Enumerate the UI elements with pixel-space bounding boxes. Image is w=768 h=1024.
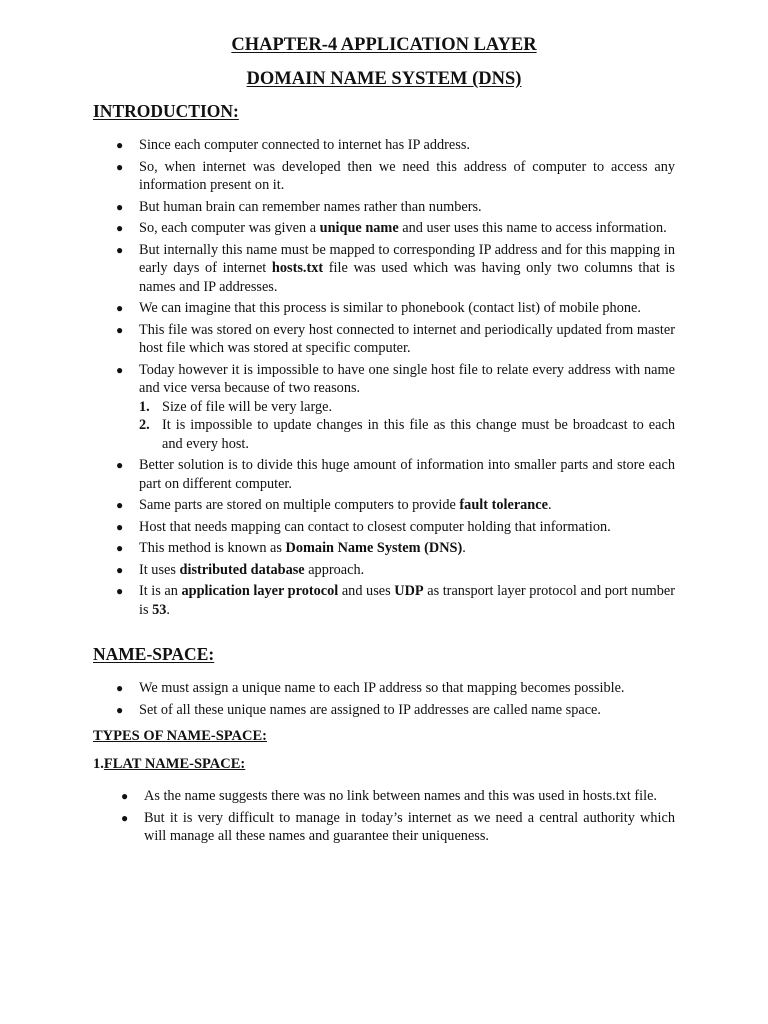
list-item: ● Since each computer connected to internet has IP address. [116, 137, 470, 153]
bullet-icon: ● [116, 562, 124, 577]
bullet-icon: ● [116, 301, 124, 315]
bullet-icon: ● [116, 541, 124, 555]
bullet-icon: ● [116, 199, 124, 214]
bullet-icon: ● [121, 789, 129, 803]
list-item: ● So, each computer was given a unique name and user uses this name to access information. [116, 220, 667, 236]
list-item: ● But internally this name must be mapped to corresponding IP address and for this mapping in early days of internet hosts.txt file was used which was having only two columns that is names and IP addresses. [116, 241, 675, 295]
list-item: ● This method is known as Domain Name System (DNS). [116, 540, 466, 556]
chapter-title: CHAPTER-4 APPLICATION LAYER [231, 35, 537, 55]
bullet-icon: ● [116, 702, 124, 717]
flat-name-space-heading [93, 756, 245, 773]
list-item: ● As the name suggests there was no link between names and this was used in hosts.txt file. [121, 788, 658, 804]
list-item: ● Host that needs mapping can contact to closest computer holding that information. [116, 518, 611, 535]
bullet-icon: ● [116, 519, 124, 534]
list-item: ● Today however it is impossible to have one single host file to relate every address with name and vice versa because of two reasons. 1. Size of file will be very large. 2. It is impossible to update changes in this file as this change must be broadcast to each and every host. [116, 361, 675, 452]
list-item: ● So, when internet was developed then we need this address of computer to access any information present on it. [116, 158, 675, 193]
bullet-icon: ● [121, 810, 129, 825]
bullet-icon: ● [116, 221, 124, 235]
bullet-icon: ● [116, 584, 124, 598]
list-item: ● It is an application layer protocol and uses UDP as transport layer protocol and port number is 53. [116, 583, 675, 618]
bullet-icon: ● [116, 159, 124, 174]
introduction-list [0, 136, 768, 622]
flat-name-space-number: 1. [93, 756, 104, 772]
reason-item: 2. It is impossible to update changes in this file as this change must be broadcast to each and every host. [139, 417, 675, 452]
bullet-icon: ● [116, 242, 124, 257]
name-space-list [0, 679, 768, 722]
bullet-icon: ● [116, 681, 124, 695]
flat-name-space-title: FLAT NAME-SPACE: [103, 756, 246, 772]
reason-item: 1. Size of file will be very large. [139, 398, 333, 415]
bullet-icon: ● [116, 362, 124, 377]
types-of-name-space-heading: TYPES OF NAME-SPACE: [93, 728, 267, 744]
list-item: ● But human brain can remember names rather than numbers. [116, 198, 482, 215]
introduction-heading: INTRODUCTION: [93, 101, 239, 121]
list-item: ● It uses distributed database approach. [116, 561, 365, 578]
list-item: ● But it is very difficult to manage in today’s internet as we need a central authority which will manage all these names and guarantee their uniqueness. [121, 809, 675, 844]
bullet-icon: ● [116, 498, 124, 512]
list-item: ● Set of all these unique names are assigned to IP addresses are called name space. [116, 701, 601, 718]
bullet-icon: ● [116, 138, 124, 152]
list-item: ● We can imagine that this process is similar to phonebook (contact list) of mobile phone. [116, 300, 641, 316]
name-space-heading: NAME-SPACE: [93, 644, 215, 664]
reasons-list [139, 398, 675, 454]
list-item: ● Better solution is to divide this huge amount of information into smaller parts and store each part on different computer. [116, 457, 675, 492]
list-item: ● We must assign a unique name to each IP address so that mapping becomes possible. [116, 680, 625, 696]
bullet-icon: ● [116, 322, 124, 337]
flat-name-space-list [0, 787, 768, 849]
list-item: ● Same parts are stored on multiple computers to provide fault tolerance. [116, 497, 552, 513]
section-title: DOMAIN NAME SYSTEM (DNS) [246, 69, 522, 89]
list-item: ● This file was stored on every host connected to internet and periodically updated from master host file which was stored at specific computer. [116, 321, 675, 356]
bullet-icon: ● [116, 458, 124, 472]
